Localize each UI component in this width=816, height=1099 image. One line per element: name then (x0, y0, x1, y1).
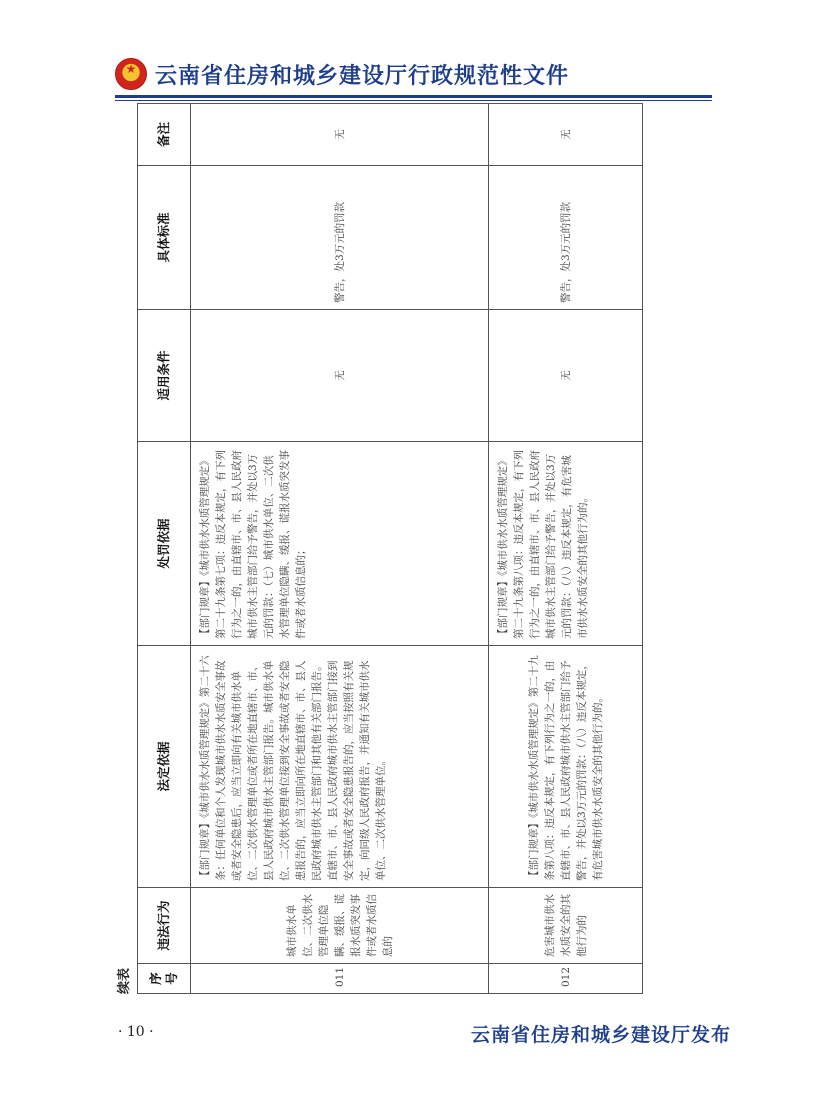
cell-remark: 无 (489, 104, 643, 166)
cell-violation: 危害城市供水水质安全的其他行为的 (489, 888, 643, 964)
penalty-standard-table (137, 103, 643, 994)
document-header (115, 56, 569, 92)
col-header-legal-basis: 法定依据 (138, 646, 191, 888)
header-rule-thick (115, 95, 712, 98)
cell-conditions: 无 (191, 310, 489, 442)
col-header-penalty-basis: 处罚依据 (138, 442, 191, 646)
rotated-page-content (113, 104, 643, 994)
col-header-conditions: 适用条件 (138, 310, 191, 442)
cell-conditions: 无 (489, 310, 643, 442)
rotated-table-area (113, 104, 643, 994)
cell-standard: 警告，处3万元的罚款 (191, 166, 489, 310)
col-header-seq: 序号 (138, 964, 191, 994)
col-header-remark: 备注 (138, 104, 191, 166)
col-header-standard: 具体标准 (138, 166, 191, 310)
cell-legal-basis: 【部门规章】《城市供水水质管理规定》第二十六条：任何单位和个人发现城市供水水质安全事故或者安全隐患后，应当立即向有关城市供水单位、二次供水管理单位或者所在地直辖市、市、县人民政府城市供水主管部门报告。城市供水单位、二次供水管理单位接到安全事故或者安全隐患报告的，应当立即向所在地直辖市、市、县人民政府城市供水主管部门和其他有关部门报告。直辖市、市、县人民政府城市供水主管部门接到安全事故或者安全隐患报告的，应当按照有关规定，向同级人民政府报告，并通知有关城市供水单位、二次供水管理单位。 (191, 646, 489, 888)
table-header-row (138, 104, 191, 994)
publisher-footer: 云南省住房和城乡建设厅发布 (471, 1024, 732, 1046)
col-header-violation: 违法行为 (138, 888, 191, 964)
cell-seq: 011 (191, 964, 489, 994)
cell-remark: 无 (191, 104, 489, 166)
header-rule-thin (115, 100, 712, 101)
cell-legal-basis: 【部门规章】《城市供水水质管理规定》第二十九条第八项：违反本规定，有下列行为之一的，由直辖市、市、县人民政府城市供水主管部门给予警告，并处以3万元的罚款：（八）违反本规定，有危害城市供水水质安全的其他行为的。 (489, 646, 643, 888)
header-title: 云南省住房和城乡建设厅行政规范性文件 (155, 63, 570, 89)
cell-seq: 012 (489, 964, 643, 994)
page-number: · 10 · (118, 1024, 154, 1040)
table-caption: 续表 (117, 967, 132, 994)
table-row (489, 104, 643, 994)
cell-penalty-basis: 【部门规章】《城市供水水质管理规定》第二十九条第八项：违反本规定，有下列行为之一的，由直辖市、市、县人民政府城市供水主管部门给予警告，并处以3万元的罚款：（八）违反本规定，有危害城市供水水质安全的其他行为的。 (489, 442, 643, 646)
cell-penalty-basis: 【部门规章】《城市供水水质管理规定》第二十九条第七项：违反本规定，有下列行为之一的，由直辖市、市、县人民政府城市供水主管部门给予警告，并处以3万元的罚款：（七）城市供水单位、二次供水管理单位隐瞒、缓报、谎报水质突发事件或者水质信息的； (191, 442, 489, 646)
cell-violation: 城市供水单位、二次供水管理单位隐瞒、缓报、谎报水质突发事件或者水质信息的 (191, 888, 489, 964)
table-row (191, 104, 489, 994)
national-emblem-icon (115, 58, 147, 90)
cell-standard: 警告，处3万元的罚款 (489, 166, 643, 310)
